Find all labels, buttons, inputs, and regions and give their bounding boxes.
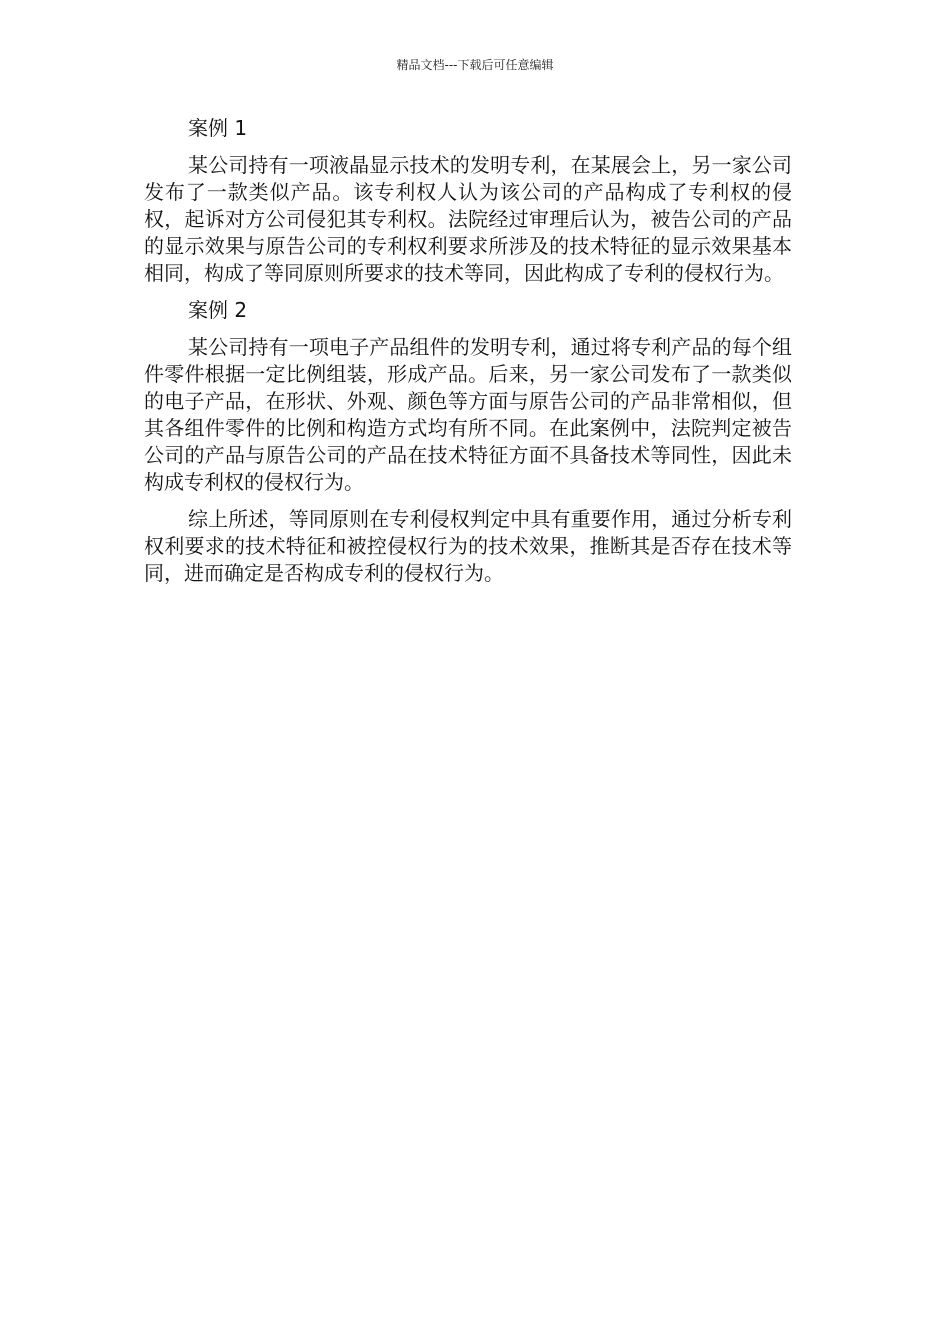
case1-paragraph: 某公司持有一项液晶显示技术的发明专利，在某展会上，另一家公司发布了一款类似产品。该专利权人认为该公司的产品构成了专利权的侵权，起诉对方公司侵犯其专利权。法院经过审理后认为，被告公司的产品的显示效果与原告公司的专利权利要求所涉及的技术特征的显示效果基本相同，构成了等同原则所要求的技术等同，因此构成了专利的侵权行为。 — [144, 153, 792, 285]
summary-paragraph: 综上所述，等同原则在专利侵权判定中具有重要作用，通过分析专利权利要求的技术特征和被控侵权行为的技术效果，推断其是否存在技术等同，进而确定是否构成专利的侵权行为。 — [144, 507, 792, 585]
document-body — [144, 115, 792, 597]
case2-paragraph: 某公司持有一项电子产品组件的发明专利，通过将专利产品的每个组件零件根据一定比例组装，形成产品。后来，另一家公司发布了一款类似的电子产品，在形状、外观、颜色等方面与原告公司的产品非常相似，但其各组件零件的比例和构造方式均有所不同。在此案例中，法院判定被告公司的产品与原告公司的产品在技术特征方面不具备技术等同性，因此未构成专利权的侵权行为。 — [144, 335, 792, 494]
page-header: 精品文档---下载后可任意编辑 — [396, 58, 554, 72]
case2-title: 案例 2 — [188, 298, 248, 322]
case1-title: 案例 1 — [188, 116, 248, 140]
